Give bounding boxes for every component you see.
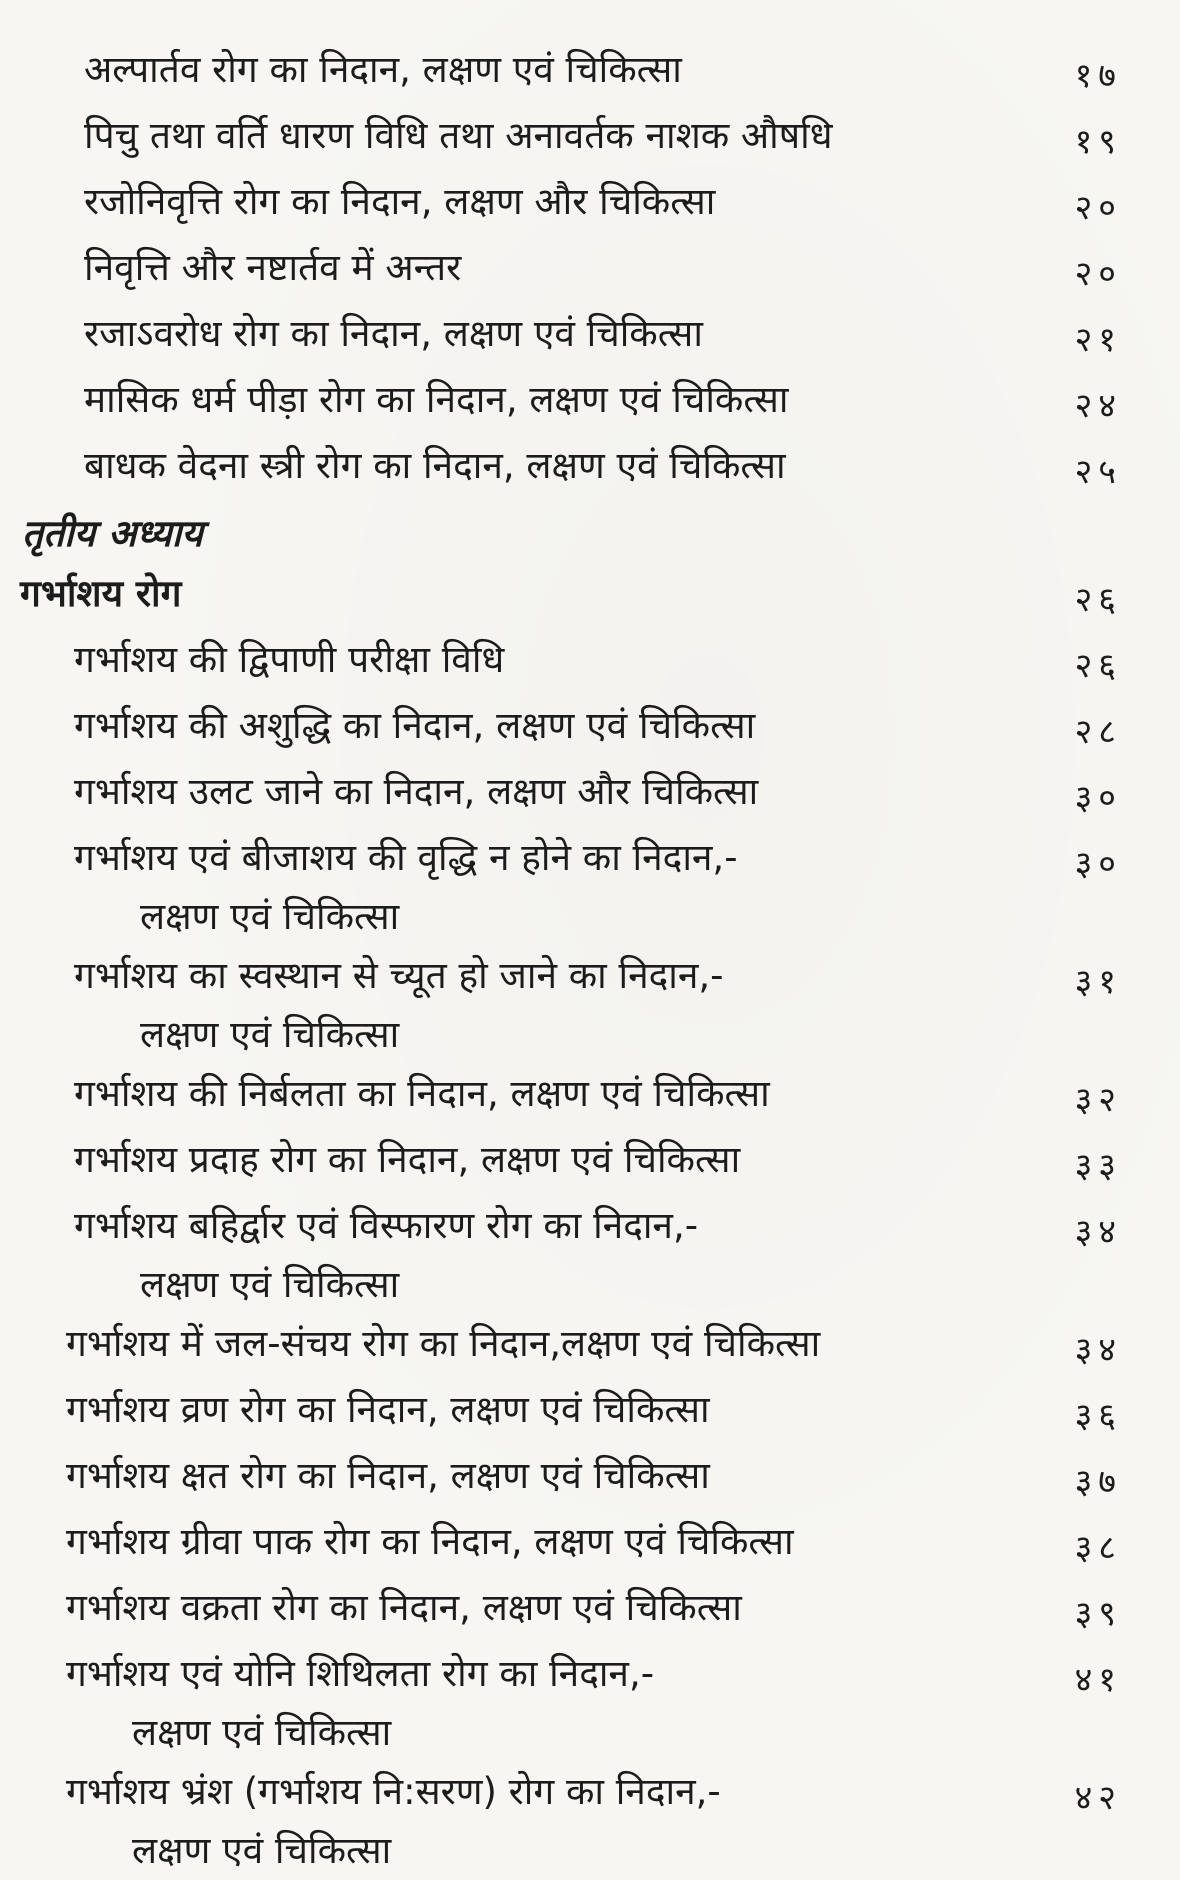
entry-title-continuation: लक्षण एवं चिकित्सा — [140, 895, 400, 938]
entry-title — [0, 696, 755, 756]
toc-entry — [0, 1130, 1180, 1196]
toc-section-chapter3 — [0, 630, 1180, 1880]
entry-page-number: ३८ — [1074, 1528, 1122, 1568]
toc-entry — [0, 238, 1180, 304]
toc-entry — [0, 1512, 1180, 1578]
entry-title: पिचु तथा वर्ति धारण विधि तथा अनावर्तक नाशक औषधि — [84, 114, 833, 157]
entry-page-number: ३० — [1074, 844, 1122, 884]
toc-entry — [0, 1578, 1180, 1644]
chapter-label: तृतीय अध्याय — [22, 512, 203, 555]
entry-title: मासिक धर्म पीड़ा रोग का निदान, लक्षण एवं चिकित्सा — [84, 378, 789, 421]
entry-title — [0, 1446, 710, 1506]
entry-title: अल्पार्तव रोग का निदान, लक्षण एवं चिकित्सा — [84, 48, 682, 91]
toc-entry — [0, 436, 1180, 502]
entry-page-number: ३६ — [1074, 1396, 1122, 1436]
entry-page-number: ३७ — [1074, 1462, 1122, 1502]
entry-page-number: २० — [1074, 188, 1122, 228]
entry-title — [0, 1380, 710, 1440]
entry-title-continuation: लक्षण एवं चिकित्सा — [140, 1013, 400, 1056]
entry-title-line: गर्भाशय व्रण रोग का निदान, लक्षण एवं चिकित्सा — [66, 1388, 710, 1431]
entry-title — [0, 1314, 820, 1374]
entry-title-continuation: लक्षण एवं चिकित्सा — [132, 1829, 392, 1872]
entry-title — [0, 828, 738, 946]
entry-page-number: ३९ — [1074, 1594, 1122, 1634]
entry-title-line: गर्भाशय एवं योनि शिथिलता रोग का निदान,- — [66, 1652, 655, 1695]
toc-entry — [0, 1762, 1180, 1880]
entry-title-continuation: लक्षण एवं चिकित्सा — [140, 1263, 400, 1306]
toc-entry — [0, 696, 1180, 762]
entry-title — [0, 1130, 740, 1190]
entry-page-number: ३० — [1074, 778, 1122, 818]
entry-page-number: ३४ — [1074, 1212, 1122, 1252]
toc-entry — [0, 946, 1180, 1064]
toc-entry — [0, 630, 1180, 696]
toc-entry — [0, 1314, 1180, 1380]
chapter-heading — [0, 564, 1180, 630]
entry-title — [0, 1512, 794, 1572]
entry-title — [0, 1196, 698, 1314]
entry-title-line: गर्भाशय का स्वस्थान से च्यूत हो जाने का निदान,- — [74, 954, 724, 997]
entry-page-number: १९ — [1074, 122, 1122, 162]
entry-title: रजाऽवरोध रोग का निदान, लक्षण एवं चिकित्सा — [84, 312, 703, 355]
toc-entry — [0, 1446, 1180, 1512]
entry-title-line: गर्भाशय की अशुद्धि का निदान, लक्षण एवं चिकित्सा — [74, 704, 756, 747]
entry-page-number: ३४ — [1074, 1330, 1122, 1370]
entry-title — [0, 762, 758, 822]
entry-title — [0, 1064, 770, 1124]
entry-page-number: २० — [1074, 254, 1122, 294]
entry-page-number: २६ — [1074, 580, 1122, 620]
entry-title-line: गर्भाशय वक्रता रोग का निदान, लक्षण एवं चिकित्सा — [66, 1586, 742, 1629]
entry-title — [0, 1578, 742, 1638]
entry-title: निवृत्ति और नष्टार्तव में अन्तर — [84, 246, 462, 289]
entry-title-line: गर्भाशय भ्रंश (गर्भाशय नि:सरण) रोग का निदान,- — [66, 1770, 721, 1813]
entry-title-line: गर्भाशय क्षत रोग का निदान, लक्षण एवं चिकित्सा — [66, 1454, 710, 1497]
entry-title — [0, 946, 724, 1064]
toc-entry — [0, 1196, 1180, 1314]
entry-title-line: गर्भाशय एवं बीजाशय की वृद्धि न होने का निदान,- — [74, 836, 738, 879]
entry-title-line: गर्भाशय की निर्बलता का निदान, लक्षण एवं चिकित्सा — [74, 1072, 770, 1115]
entry-page-number: ३२ — [1074, 1080, 1122, 1120]
entry-page-number: ३३ — [1074, 1146, 1122, 1186]
toc-entry — [0, 304, 1180, 370]
toc-entry — [0, 172, 1180, 238]
entry-page-number: १७ — [1074, 56, 1122, 96]
chapter-heading-title: गर्भाशय रोग — [20, 572, 182, 615]
toc-entry — [0, 40, 1180, 106]
entry-title-continuation: लक्षण एवं चिकित्सा — [132, 1711, 392, 1754]
entry-title — [0, 1762, 721, 1880]
entry-title — [0, 1644, 654, 1762]
toc-section-continued — [0, 40, 1180, 502]
toc-entry — [0, 370, 1180, 436]
entry-page-number: २५ — [1074, 452, 1122, 492]
entry-title-line: गर्भाशय में जल-संचय रोग का निदान,लक्षण एवं चिकित्सा — [66, 1322, 821, 1365]
entry-title-line: गर्भाशय बहिर्द्वार एवं विस्फारण रोग का निदान,- — [74, 1204, 699, 1247]
toc-entry — [0, 1644, 1180, 1762]
entry-page-number: ३१ — [1074, 962, 1122, 1002]
toc-entry — [0, 762, 1180, 828]
toc-entry — [0, 1380, 1180, 1446]
entry-title-line: गर्भाशय उलट जाने का निदान, लक्षण और चिकित्सा — [74, 770, 759, 813]
entry-page-number: ४१ — [1074, 1660, 1122, 1700]
entry-title: रजोनिवृत्ति रोग का निदान, लक्षण और चिकित्सा — [84, 180, 716, 223]
entry-title: बाधक वेदना स्त्री रोग का निदान, लक्षण एवं चिकित्सा — [84, 444, 786, 487]
toc-entry — [0, 106, 1180, 172]
entry-title-line: गर्भाशय प्रदाह रोग का निदान, लक्षण एवं चिकित्सा — [74, 1138, 741, 1181]
entry-page-number: २१ — [1074, 320, 1122, 360]
entry-title-line: गर्भाशय की द्विपाणी परीक्षा विधि — [74, 638, 505, 681]
entry-page-number: ४२ — [1074, 1778, 1122, 1818]
entry-page-number: २८ — [1074, 712, 1122, 752]
entry-page-number: २४ — [1074, 386, 1122, 426]
toc-entry — [0, 1064, 1180, 1130]
entry-page-number: २६ — [1074, 646, 1122, 686]
entry-title-line: गर्भाशय ग्रीवा पाक रोग का निदान, लक्षण एवं चिकित्सा — [66, 1520, 794, 1563]
toc-entry — [0, 828, 1180, 946]
entry-title — [0, 630, 504, 690]
